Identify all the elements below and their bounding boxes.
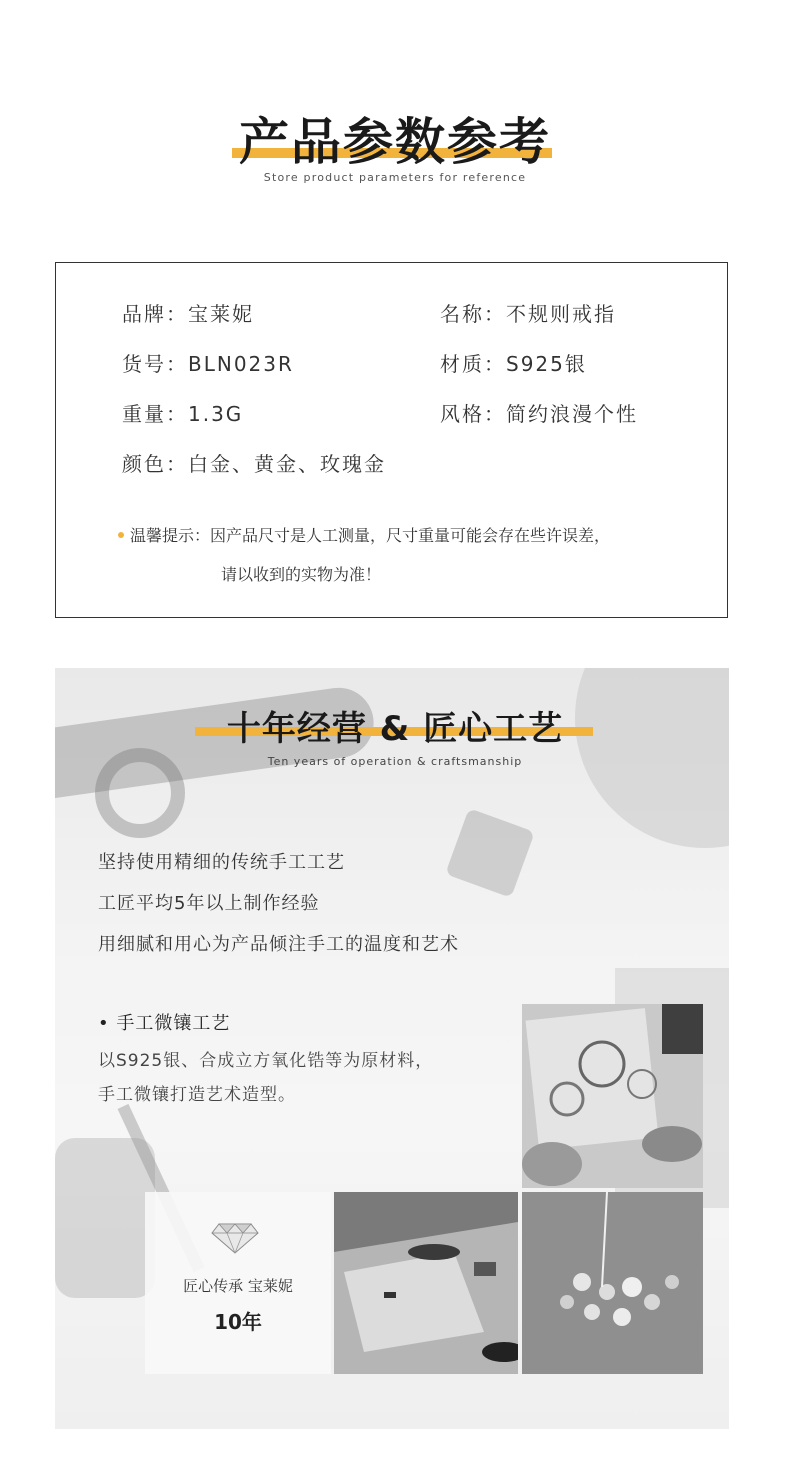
param-color [122, 448, 386, 477]
section-subtitle: Ten years of operation & craftsmanship [267, 755, 523, 768]
param-sku [122, 348, 294, 377]
param-label: 名称： [440, 302, 506, 326]
section-title: 产品参数参考 [239, 113, 551, 171]
tip-text: 温馨提示：因产品尺寸是人工测量，尺寸重量可能会存在些许误差， [130, 526, 611, 545]
param-value: 宝莱妮 [188, 302, 254, 326]
param-value: 不规则戒指 [506, 302, 616, 326]
param-style [440, 398, 638, 427]
feature-description: 手工微镶打造艺术造型。 [98, 1085, 296, 1105]
sketch-illustration [522, 1004, 703, 1188]
tip-text-continued: 请以收到的实物为准！ [221, 565, 382, 584]
param-value: S925银 [506, 352, 587, 376]
param-label: 材质： [440, 352, 506, 376]
badge-years: 10年 [214, 1310, 262, 1334]
feature-title: • 手工微镶工艺 [98, 1013, 231, 1034]
gemstone-photo [522, 1192, 703, 1374]
background-ring-shape [445, 808, 535, 898]
param-label: 风格： [440, 402, 506, 426]
param-value: BLN023R [188, 352, 294, 376]
param-value: 1.3G [188, 402, 244, 426]
craft-text: 用细腻和用心为产品倾注手工的温度和艺术 [98, 934, 459, 955]
param-material [440, 348, 587, 377]
section-subtitle: Store product parameters for reference [263, 171, 527, 184]
craft-text: 工匠平均5年以上制作经验 [98, 893, 320, 914]
gemstone-illustration [522, 1192, 703, 1374]
param-label: 货号： [122, 352, 188, 376]
param-value: 简约浪漫个性 [506, 402, 638, 426]
workbench-photo [334, 1192, 518, 1374]
param-name [440, 298, 616, 327]
param-weight [122, 398, 243, 427]
tip-bullet-icon [118, 532, 124, 538]
section-title: 十年经营 & 匠心工艺 [226, 709, 564, 749]
param-value: 白金、黄金、玫瑰金 [188, 452, 386, 476]
background-block-shape [55, 1138, 155, 1298]
param-label: 品牌： [122, 302, 188, 326]
sketch-photo [522, 1004, 703, 1188]
workbench-illustration [334, 1192, 518, 1374]
craft-text: 坚持使用精细的传统手工工艺 [98, 852, 345, 873]
badge-caption: 匠心传承 宝莱妮 [183, 1277, 293, 1295]
diamond-icon [211, 1222, 259, 1254]
feature-description: 以S925银、合成立方氧化锆等为原材料， [98, 1051, 434, 1071]
param-label: 重量： [122, 402, 188, 426]
param-brand [122, 298, 254, 327]
param-label: 颜色： [122, 452, 188, 476]
